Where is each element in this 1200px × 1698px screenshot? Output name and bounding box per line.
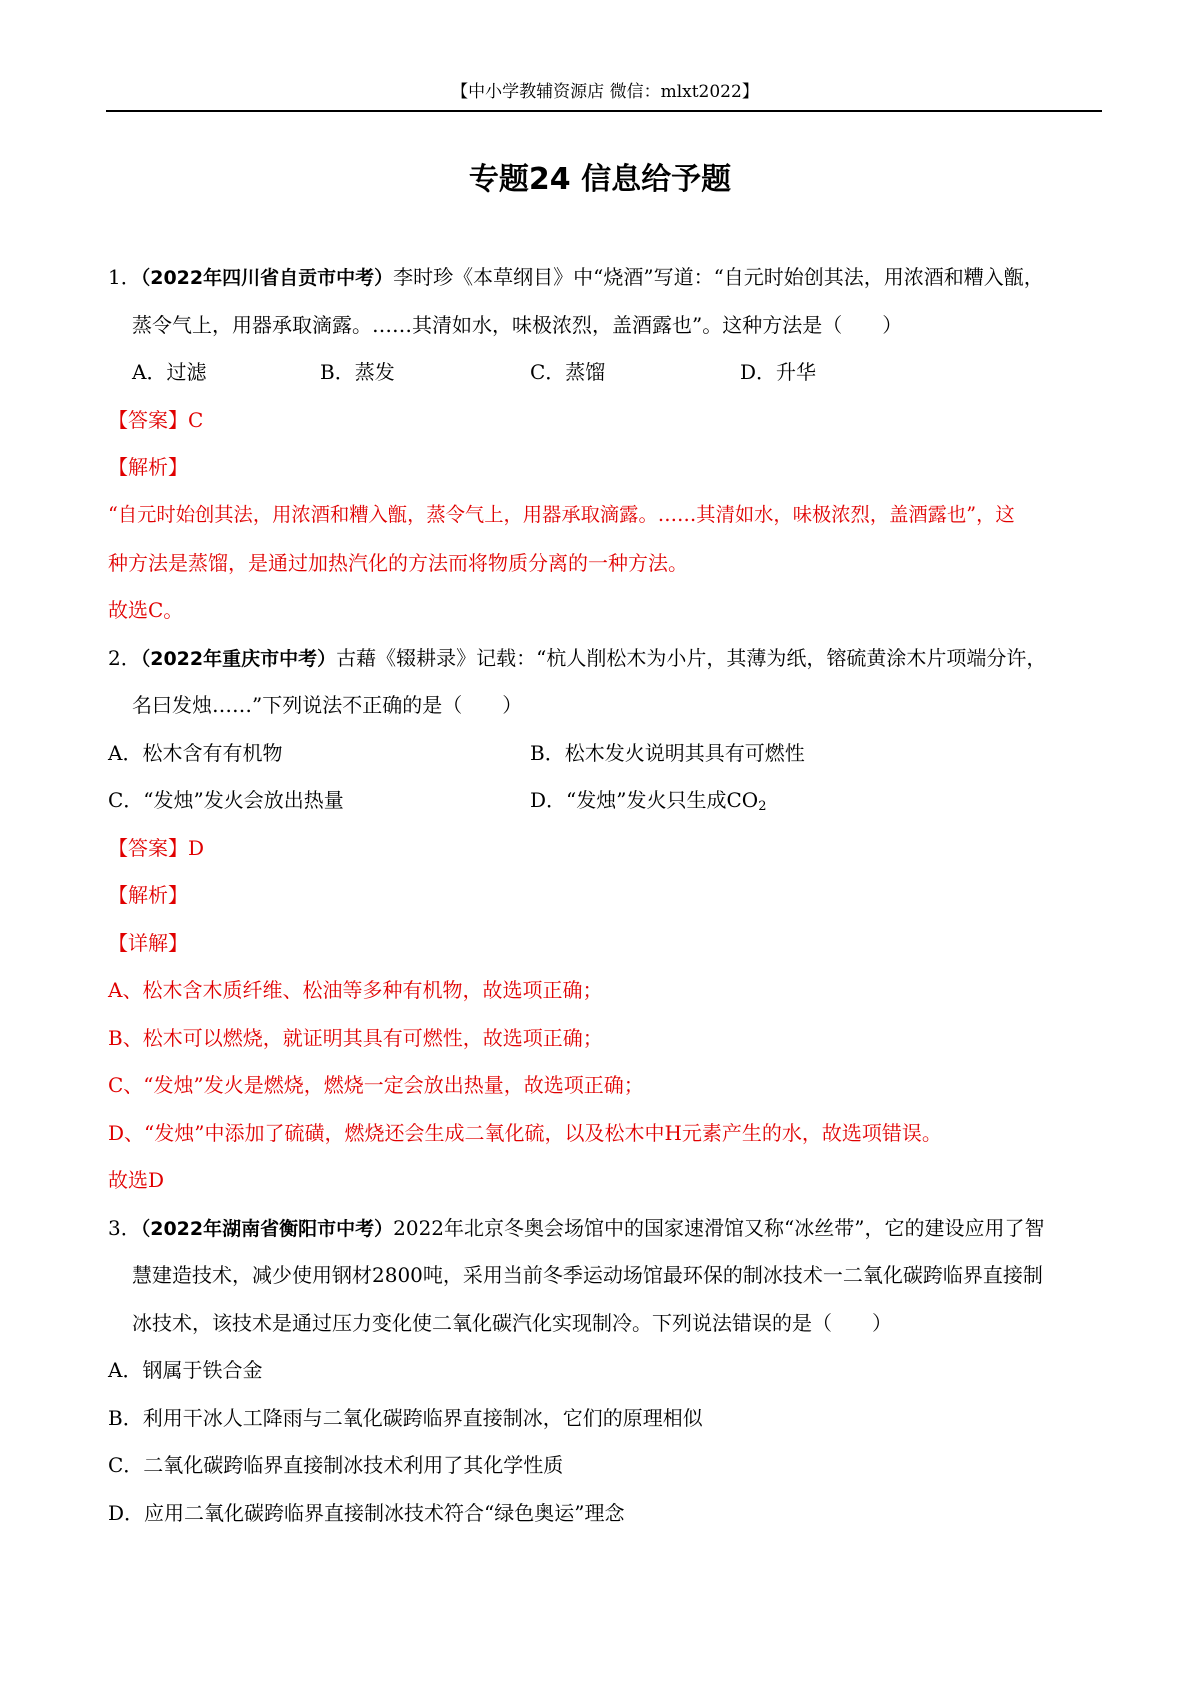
q1-option-d: D．升华 [740,360,817,384]
q3-option-a: A．钢属于铁合金 [108,1358,263,1382]
q3-number: 3． [108,1216,141,1240]
q2-number: 2． [108,646,141,670]
q1-choose: 故选C。 [108,598,184,622]
q1-answer [108,406,203,434]
q2-option-a: A．松木含有有机物 [108,741,283,765]
q1-stem-text1: 李时珍《本草纲目》中“烧酒”写道：“自元时始创其法，用浓酒和糟入甑， [393,265,1044,289]
q2-stem-line2: 名曰发烛……”下列说法不正确的是（ ） [132,693,523,717]
q1-option-b: B．蒸发 [320,360,395,384]
q2-answer [108,834,204,862]
q2-option-d-subscript: 2 [758,799,767,814]
q2-source: （2022年重庆市中考） [140,648,337,670]
q1-source: （2022年四川省自贡市中考） [140,267,394,289]
q1-answer-value: C [188,408,204,432]
q2-answer-value: D [188,836,205,860]
q2-option-d [530,786,766,814]
q2-option-b: B．松木发火说明其具有可燃性 [530,741,805,765]
q1-stem-line2: 蒸令气上，用器承取滴露。……其清如水，味极浓烈，盖酒露也”。这种方法是（ ） [132,313,903,337]
q3-option-d: D．应用二氧化碳跨临界直接制冰技术符合“绿色奥运”理念 [108,1501,625,1525]
q3-stem-line1 [108,1214,1044,1243]
q2-option-c: C．“发烛”发火会放出热量 [108,788,344,812]
q3-source: （2022年湖南省衡阳市中考） [140,1218,394,1240]
q3-option-b: B．利用干冰人工降雨与二氧化碳跨临界直接制冰，它们的原理相似 [108,1406,703,1430]
q1-option-c: C．蒸馏 [530,360,606,384]
q2-detail-a: A、松木含木质纤维、松油等多种有机物，故选项正确； [108,978,603,1002]
q1-option-a: A．过滤 [132,360,207,384]
q1-analysis-line2: 种方法是蒸馏，是通过加热汽化的方法而将物质分离的一种方法。 [108,551,688,575]
q1-analysis-label: 【解析】 [108,455,188,479]
q1-number: 1． [108,265,141,289]
q3-stem-line2: 慧建造技术，减少使用钢材2800吨，采用当前冬季运动场馆最环保的制冰技术一二氧化碳跨临界直接制 [132,1263,1043,1287]
q3-option-c: C．二氧化碳跨临界直接制冰技术利用了其化学性质 [108,1453,564,1477]
q1-stem-line1 [108,263,1044,292]
q1-analysis-line1: “自元时始创其法，用浓酒和糟入甑，蒸令气上，用器承取滴露。……其清如水，味极浓烈，盖酒露也”，这 [108,503,1015,526]
q2-option-d-text: D．“发烛”发火只生成CO [530,788,759,812]
page-header: 【中小学教辅资源店 微信：mlxt2022】 [451,82,759,102]
page-title: 专题24 信息给予题 [468,162,732,197]
header-divider [106,110,1102,112]
q2-stem-text1: 古藉《辍耕录》记载：“杭人削松木为小片，其薄为纸，镕硫黄涂木片项端分许， [336,646,1047,670]
q2-analysis-label: 【解析】 [108,883,188,907]
q3-stem-text1: 2022年北京冬奥会场馆中的国家速滑馆又称“冰丝带”，它的建设应用了智 [393,1216,1045,1240]
q2-choose: 故选D [108,1168,165,1192]
q3-stem-line3: 冰技术，该技术是通过压力变化使二氧化碳汽化实现制冷。下列说法错误的是（ ） [132,1311,892,1335]
q2-answer-label: 【答案】 [108,836,188,860]
q2-detail-label: 【详解】 [108,931,188,955]
q2-stem-line1 [108,644,1046,673]
q2-detail-b: B、松木可以燃烧，就证明其具有可燃性，故选项正确； [108,1026,603,1050]
q2-detail-c: C、“发烛”发火是燃烧，燃烧一定会放出热量，故选项正确； [108,1073,644,1097]
q2-detail-d: D、“发烛”中添加了硫磺，燃烧还会生成二氧化硫，以及松木中H元素产生的水，故选项错误。 [108,1121,942,1145]
q1-answer-label: 【答案】 [108,408,188,432]
